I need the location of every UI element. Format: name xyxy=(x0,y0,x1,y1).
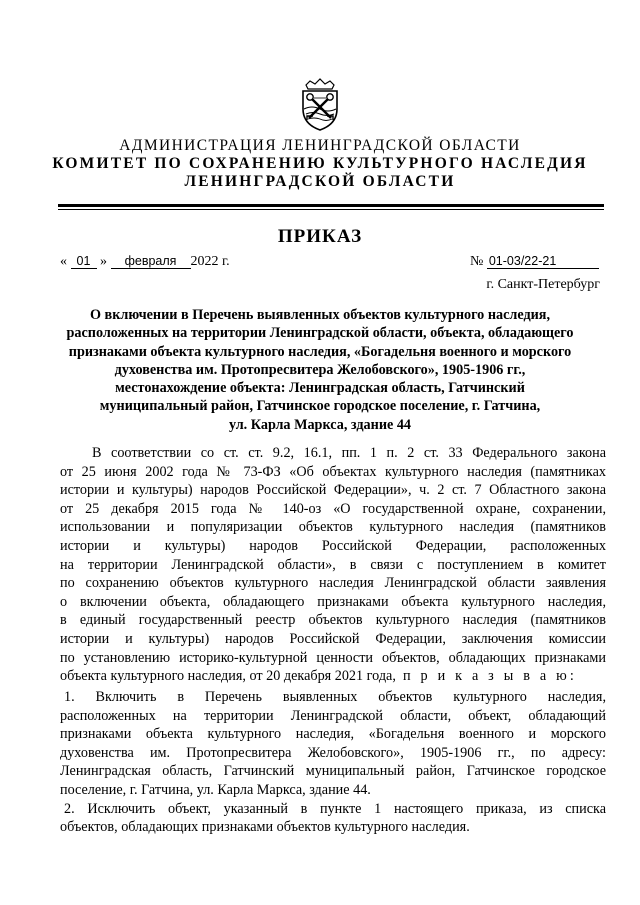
preamble-line: объекта культурного наследия, от 20 декабря 2021 года, xyxy=(60,668,396,685)
preamble-last-line xyxy=(60,667,606,686)
subject-line: духовенства им. Протопресвитера Желобовского», 1905-1906 гг., xyxy=(114,361,526,378)
preamble-line: по установлению историко-культурной ценности объектов, обладающих признаками xyxy=(60,649,606,666)
preamble-line: от 25 декабря 2015 года № 140-оз «О государственной охране, сохранении, xyxy=(60,500,606,517)
preamble-line: на территории Ленинградской области», в связи с поступлением в комитет xyxy=(60,556,606,573)
order-subject xyxy=(40,306,600,434)
item-1-line: духовенства им. Протопресвитера Желобовского», 1905-1906 гг., по адресу: xyxy=(60,744,606,761)
order-date xyxy=(60,254,230,270)
subject-line: О включении в Перечень выявленных объектов культурного наследия, xyxy=(89,307,551,323)
date-year: 2022 г. xyxy=(190,254,230,269)
header-administration: АДМИНИСТРАЦИЯ ЛЕНИНГРАДСКОЙ ОБЛАСТИ xyxy=(119,137,521,154)
item-1-line: Ленинградская область, Гатчинский муниципальный район, Гатчинское городское xyxy=(60,763,606,780)
subject-line: признаками объекта культурного наследия, «Богадельня военного и морского xyxy=(68,343,572,360)
subject-line: местонахождение объекта: Ленинградская область, Гатчинский xyxy=(115,380,525,397)
preamble-line: о включении объекта, обладающего признаками объекта культурного наследия, xyxy=(60,593,606,610)
preamble-line: истории и культуры) народов Российской Федерации, расположенных xyxy=(60,537,606,554)
header-rule-thick xyxy=(58,204,604,207)
preamble-paragraph xyxy=(60,444,606,686)
order-number xyxy=(470,254,599,270)
order-items xyxy=(60,688,606,837)
number-value: 01-03/22-21 xyxy=(487,254,599,269)
date-close-quote: » xyxy=(100,254,107,269)
item-2-line: объектов, обладающих признаками объектов культурного наследия. xyxy=(60,819,470,836)
date-month: февраля xyxy=(111,254,191,269)
coat-of-arms-emblem xyxy=(297,76,343,132)
item-1-line: признаками объекта культурного наследия, «Богадельня военного и морского xyxy=(60,726,606,743)
preamble-line: использовании и популяризации объектов культурного наследия (памятников xyxy=(60,519,606,536)
item-1-line: 1. Включить в Перечень выявленных объектов культурного наследия, xyxy=(64,689,606,705)
item-1-line: расположенных на территории Ленинградской области, объект, обладающий xyxy=(60,707,606,724)
preamble-line: истории и культуры) народов Российской Федерации, заключения комиссии xyxy=(60,630,606,647)
item-2-line: 2. Исключить объект, указанный в пункте 1 настоящего приказа, из списка xyxy=(64,800,606,817)
preamble-line: В соответствии со ст. ст. 9.2, 16.1, пп. 1 п. 2 ст. 33 Федерального закона xyxy=(92,445,606,461)
date-open-quote: « xyxy=(60,254,67,269)
order-word: п р и к а з ы в а ю: xyxy=(402,668,578,685)
preamble-line: от 25 июня 2002 года № 73-ФЗ «Об объектах культурного наследия (памятниках xyxy=(60,463,606,480)
subject-line: расположенных на территории Ленинградской области, объекта, обладающего xyxy=(66,325,574,342)
subject-line: муниципальный район, Гатчинское городское поселение, г. Гатчина, xyxy=(99,398,541,415)
item-1-line: поселение, г. Гатчина, ул. Карла Маркса, здание 44. xyxy=(60,781,371,798)
subject-line: ул. Карла Маркса, здание 44 xyxy=(228,416,412,433)
header-region: ЛЕНИНГРАДСКОЙ ОБЛАСТИ xyxy=(184,173,456,190)
preamble-line: в единый государственный реестр объектов культурного наследия (памятников xyxy=(60,612,606,629)
document-title: ПРИКАЗ xyxy=(277,226,363,247)
order-city: г. Санкт-Петербург xyxy=(486,277,600,292)
number-prefix: № xyxy=(470,254,484,269)
preamble-line: истории и культуры) народов Российской Федерации», ч. 2 ст. 7 Областного закона xyxy=(60,482,606,499)
header-rule-thin xyxy=(58,209,604,210)
date-day: 01 xyxy=(71,254,97,269)
preamble-line: по сохранению объектов культурного наследия Ленинградской области заявления xyxy=(60,575,606,592)
header-committee: КОМИТЕТ ПО СОХРАНЕНИЮ КУЛЬТУРНОГО НАСЛЕДИЯ xyxy=(52,155,588,172)
